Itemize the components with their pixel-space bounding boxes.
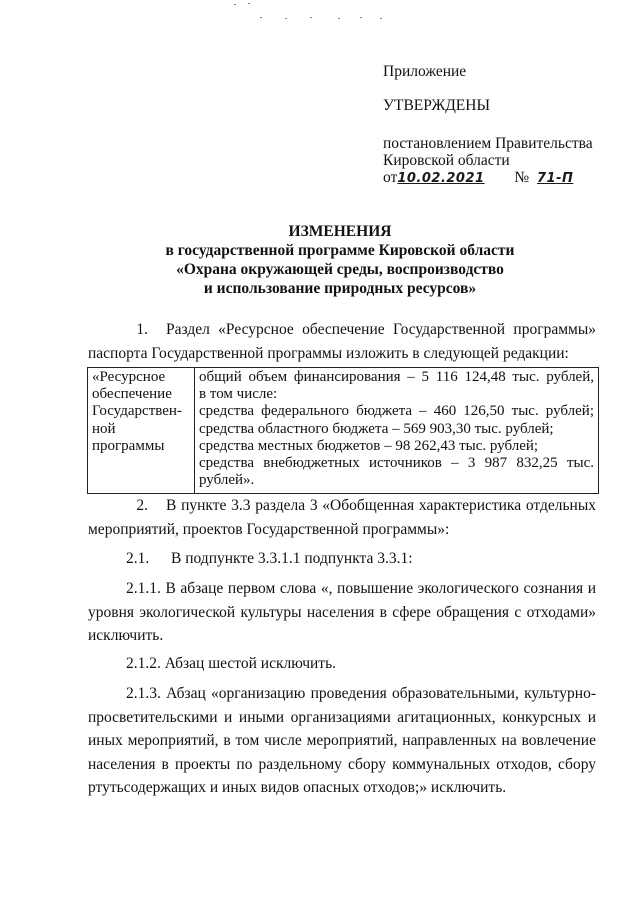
item-1-number: 1. — [136, 321, 148, 338]
doc-subtitle-2: «Охрана окружающей среды, воспроизводство — [176, 261, 504, 278]
number-label: № — [514, 169, 530, 186]
item-2-1-1-line-1: 2.1.1. В абзаце первом слова «, повышение экологического сознания и — [126, 580, 596, 597]
item-2-line-2: мероприятий, проектов Государственной программы»: — [88, 520, 450, 538]
item-2-1-number: 2.1. — [126, 550, 150, 567]
item-2-1-2-text: 2.1.2. Абзац шестой исключить. — [126, 655, 337, 672]
resource-table — [87, 367, 599, 494]
label-line: обеспечение — [92, 386, 172, 403]
item-2-1-text: В подпункте 3.3.1.1 подпункта 3.3.1: — [171, 550, 413, 567]
item-2-1-2 — [88, 652, 596, 676]
table-cell-label — [88, 368, 195, 494]
table-cell-value — [195, 368, 599, 494]
item-2-1-1 — [88, 577, 596, 648]
label-line: «Ресурсное — [92, 369, 166, 385]
value-line: средства федерального бюджета – 460 126,50 тыс. рублей; — [199, 403, 594, 420]
item-2-1-3-line-1: 2.1.3. Абзац «организацию проведения образовательными, культурно- — [126, 685, 596, 702]
item-1-line-1: Раздел «Ресурсное обеспечение Государственной программы» — [166, 321, 596, 338]
item-1-line-2: паспорта Государственной программы изложить в следующей редакции: — [88, 344, 569, 362]
item-2-1-3-line-5: ртутьсодержащих и иных видов опасных отходов;» исключить. — [88, 779, 507, 796]
decree-line-1: постановлением Правительства — [383, 135, 593, 152]
appendix-label: Приложение — [383, 63, 467, 80]
doc-subtitle-3: и использование природных ресурсов» — [203, 280, 477, 297]
handwritten-date: 10.02.2021 — [397, 171, 485, 186]
value-line: рублей». — [199, 472, 255, 489]
value-line: общий объем финансирования – 5 116 124,48 тыс. рублей, — [199, 369, 594, 385]
value-line: средства местных бюджетов – 98 262,43 тыс. рублей; — [199, 437, 539, 454]
doc-title: ИЗМЕНЕНИЯ — [288, 223, 392, 240]
handwritten-number: 71-П — [537, 171, 574, 186]
item-2 — [88, 494, 596, 541]
table-row — [88, 368, 599, 494]
decree-date-number — [383, 168, 573, 189]
item-2-1-1-line-2: уровня экологической культуры населения в сфере обращения с отходами» — [88, 603, 596, 621]
approved-label: УТВЕРЖДЕНЫ — [383, 97, 490, 114]
value-line: средства внебюджетных источников – 3 987 832,25 тыс. — [199, 455, 594, 472]
item-2-1-3 — [88, 682, 596, 800]
item-2-number: 2. — [136, 497, 148, 514]
item-2-line-1: В пункте 3.3 раздела 3 «Обобщенная характеристика отдельных — [166, 497, 596, 514]
item-2-1-3-line-3: иных мероприятий, в том числе мероприятий, направленных на вовлечение — [88, 732, 596, 749]
label-line: Государствен- — [92, 403, 182, 420]
value-line: в том числе: — [199, 386, 278, 403]
item-2-1-3-line-4: населения в проекты по раздельному сбору коммунальных отходов, сбору — [88, 755, 596, 773]
label-line: ной программы — [92, 420, 165, 454]
item-2-1 — [88, 547, 596, 571]
value-line: средства областного бюджета – 569 903,30 тыс. рублей; — [199, 420, 554, 437]
item-2-1-3-line-2: просветительскими и иными организациями агитационных, конкурсных и — [88, 708, 596, 726]
from-label: от — [383, 169, 398, 186]
item-2-1-1-line-3: исключить. — [88, 627, 164, 644]
scan-artifacts — [230, 2, 390, 24]
doc-subtitle-1: в государственной программе Кировской области — [165, 242, 515, 259]
decree-line-2: Кировской области — [383, 152, 510, 169]
item-1 — [88, 318, 596, 365]
